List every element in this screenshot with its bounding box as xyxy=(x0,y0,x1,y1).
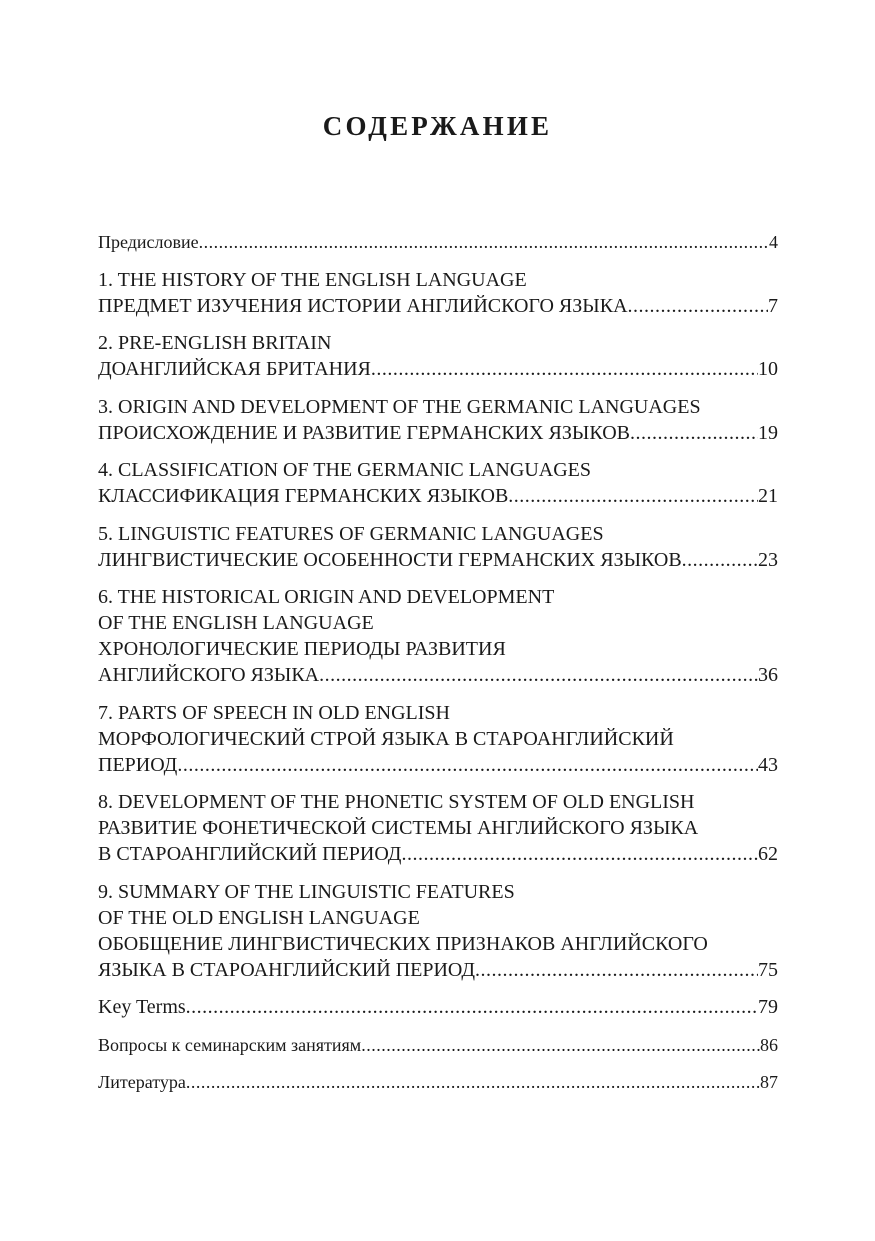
dot-leader xyxy=(186,994,758,1020)
toc-entry-title: ПЕРИОД xyxy=(98,753,178,776)
page-number: 4 xyxy=(769,232,778,252)
dot-leader xyxy=(371,356,758,382)
toc-entry-last-line xyxy=(98,1069,778,1095)
toc-entry[interactable] xyxy=(98,1069,778,1095)
toc-entry[interactable] xyxy=(98,700,778,778)
dot-leader xyxy=(177,752,758,778)
page-number: 23 xyxy=(758,548,778,571)
toc-entry-title: ЛИНГВИСТИЧЕСКИЕ ОСОБЕННОСТИ ГЕРМАНСКИХ ЯЗЫКОВ xyxy=(98,548,682,571)
dot-leader xyxy=(199,229,769,255)
toc-entry-title: КЛАССИФИКАЦИЯ ГЕРМАНСКИХ ЯЗЫКОВ xyxy=(98,485,509,507)
page-number: 19 xyxy=(758,421,778,444)
toc-entry[interactable] xyxy=(98,457,778,509)
dot-leader xyxy=(401,841,758,867)
toc-entry[interactable] xyxy=(98,267,778,319)
toc-entry-line: 4. CLASSIFICATION OF THE GERMANIC LANGUAGES xyxy=(98,459,591,481)
page-title: СОДЕРЖАНИЕ xyxy=(322,111,553,141)
toc-entry-line: OF THE OLD ENGLISH LANGUAGE xyxy=(98,906,420,929)
toc-entry-last-line xyxy=(98,662,778,688)
toc-entry-title: ЯЗЫКА В СТАРОАНГЛИЙСКИЙ ПЕРИОД xyxy=(98,958,476,981)
toc-entry-last-line xyxy=(98,229,778,255)
toc-entry-line: РАЗВИТИЕ ФОНЕТИЧЕСКОЙ СИСТЕМЫ АНГЛИЙСКОГО ЯЗЫКА xyxy=(98,817,699,839)
toc-entry-last-line xyxy=(98,547,778,573)
dot-leader xyxy=(630,420,758,446)
toc-entry-last-line xyxy=(98,957,778,983)
toc-entry-last-line xyxy=(98,994,778,1020)
table-of-contents xyxy=(98,229,778,1107)
page-number: 10 xyxy=(758,358,778,380)
toc-entry-line: 8. DEVELOPMENT OF THE PHONETIC SYSTEM OF OLD ENGLISH xyxy=(98,791,695,813)
toc-entry[interactable] xyxy=(98,1032,778,1058)
toc-entry-line: 6. THE HISTORICAL ORIGIN AND DEVELOPMENT xyxy=(98,586,555,608)
toc-entry-last-line xyxy=(98,841,778,867)
toc-entry-line: 1. THE HISTORY OF THE ENGLISH LANGUAGE xyxy=(98,268,527,291)
page-number: 62 xyxy=(758,843,778,865)
toc-entry[interactable] xyxy=(98,789,778,867)
page-number: 36 xyxy=(758,664,778,686)
toc-entry-title: ДОАНГЛИЙСКАЯ БРИТАНИЯ xyxy=(98,358,371,380)
toc-entry-title: АНГЛИЙСКОГО ЯЗЫКА xyxy=(98,664,320,686)
dot-leader xyxy=(508,483,758,509)
toc-entry-line: 3. ORIGIN AND DEVELOPMENT OF THE GERMANIC LANGUAGES xyxy=(98,395,701,418)
toc-entry-title: ПРОИСХОЖДЕНИЕ И РАЗВИТИЕ ГЕРМАНСКИХ ЯЗЫКОВ xyxy=(98,421,630,444)
dot-leader xyxy=(628,293,768,319)
toc-entry-line: 5. LINGUISTIC FEATURES OF GERMANIC LANGUAGES xyxy=(98,522,604,545)
toc-entry-line: 2. PRE-ENGLISH BRITAIN xyxy=(98,332,332,354)
toc-entry-last-line xyxy=(98,356,778,382)
dot-leader xyxy=(682,547,758,573)
toc-entry-line: 7. PARTS OF SPEECH IN OLD ENGLISH xyxy=(98,701,450,724)
toc-entry[interactable] xyxy=(98,521,778,573)
toc-entry-line: ХРОНОЛОГИЧЕСКИЕ ПЕРИОДЫ РАЗВИТИЯ xyxy=(98,638,506,660)
toc-entry-last-line xyxy=(98,483,778,509)
toc-entry-last-line xyxy=(98,1032,778,1058)
page-number: 87 xyxy=(760,1072,778,1092)
toc-entry-last-line xyxy=(98,420,778,446)
dot-leader xyxy=(319,662,758,688)
toc-entry[interactable] xyxy=(98,879,778,983)
toc-entry-last-line xyxy=(98,293,778,319)
toc-entry[interactable] xyxy=(98,229,778,255)
toc-entry[interactable] xyxy=(98,994,778,1020)
toc-entry-line: 9. SUMMARY OF THE LINGUISTIC FEATURES xyxy=(98,880,515,903)
toc-entry-last-line xyxy=(98,752,778,778)
page-number: 43 xyxy=(758,753,778,776)
toc-entry-title: Вопросы к семинарским занятиям xyxy=(98,1034,362,1055)
toc-entry-line: ОБОБЩЕНИЕ ЛИНГВИСТИЧЕСКИХ ПРИЗНАКОВ АНГЛИЙСКОГО xyxy=(98,932,708,955)
page-number: 86 xyxy=(760,1034,778,1055)
toc-entry-line: МОРФОЛОГИЧЕСКИЙ СТРОЙ ЯЗЫКА В СТАРОАНГЛИЙСКИЙ xyxy=(98,727,674,750)
dot-leader xyxy=(475,957,758,983)
page-number: 75 xyxy=(758,958,778,981)
toc-entry-title: Литература xyxy=(98,1072,186,1092)
page-number: 79 xyxy=(758,996,778,1018)
toc-entry-title: ПРЕДМЕТ ИЗУЧЕНИЯ ИСТОРИИ АНГЛИЙСКОГО ЯЗЫКА xyxy=(98,294,628,317)
toc-entry[interactable] xyxy=(98,330,778,382)
dot-leader xyxy=(186,1069,760,1095)
toc-entry-title: Предисловие xyxy=(98,232,199,252)
toc-entry-title: Key Terms xyxy=(98,996,186,1018)
toc-entry[interactable] xyxy=(98,394,778,446)
page-number: 7 xyxy=(768,294,778,317)
page-number: 21 xyxy=(758,485,778,507)
toc-entry-line: OF THE ENGLISH LANGUAGE xyxy=(98,612,374,634)
toc-entry[interactable] xyxy=(98,584,778,688)
toc-entry-title: В СТАРОАНГЛИЙСКИЙ ПЕРИОД xyxy=(98,843,402,865)
dot-leader xyxy=(361,1032,760,1058)
